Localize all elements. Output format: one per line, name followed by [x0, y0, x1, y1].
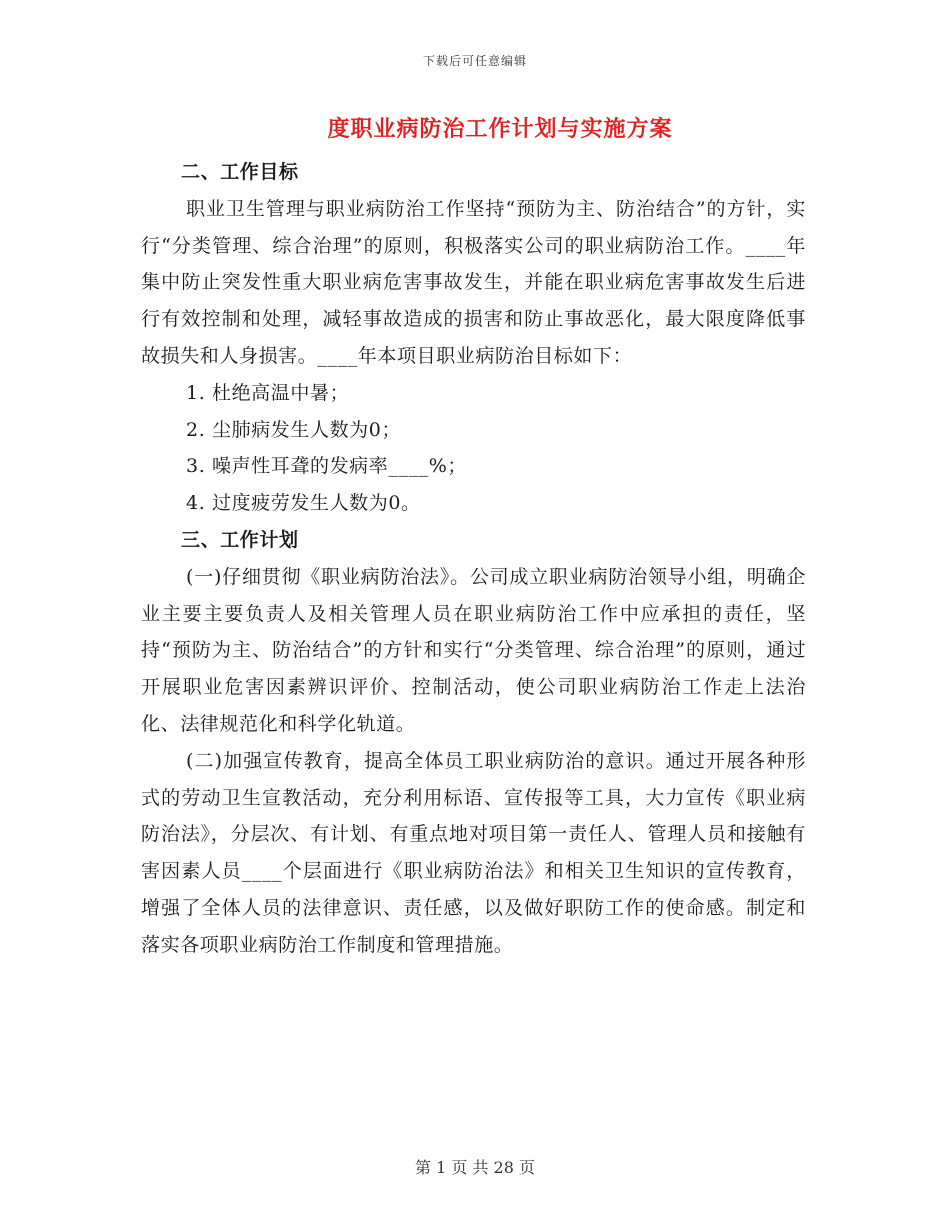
- goal-item-4: 4. 过度疲劳发生人数为0。: [186, 492, 421, 515]
- goals-paragraph: 职业卫生管理与职业病防治工作坚持“预防为主、防治结合”的方针，实行“分类管理、综合治理”的原则，积极落实公司的职业病防治工作。____年集中防止突发性重大职业病危害事故发生，并能在职业病危害事故发生后进行有效控制和处理，减轻事故造成的损害和防止事故恶化，最大限度降低事故损失和人身损害。____年本项目职业病防治目标如下：: [141, 197, 806, 367]
- goal-item-2: 2. 尘肺病发生人数为0；: [186, 418, 402, 441]
- plan-paragraph-2: (二)加强宣传教育，提高全体员工职业病防治的意识。通过开展各种形式的劳动卫生宣教活动，充分利用标语、宣传报等工具，大力宣传《职业病防治法》，分层次、有计划、有重点地对项目第一责任人、管理人员和接触有害因素人员____个层面进行《职业病防治法》和相关卫生知识的宣传教育，增强了全体人员的法律意识、责任感，以及做好职防工作的使命感。制定和落实各项职业病防治工作制度和管理措施。: [141, 749, 806, 956]
- section-heading-goals: 二、工作目标: [181, 161, 299, 183]
- page-header: 下载后可任意编辑: [422, 54, 527, 68]
- section-heading-plan: 三、工作计划: [181, 528, 299, 551]
- plan-paragraph-1: (一)仔细贯彻《职业病防治法》。公司成立职业病防治领导小组，明确企业主要主要负责人及相关管理人员在职业病防治工作中应承担的责任，坚持“预防为主、防治结合”的方针和实行“分类管理、综合治理”的原则，通过开展职业危害因素辨识评价、控制活动，使公司职业病防治工作走上法治化、法律规范化和科学化轨道。: [141, 565, 806, 735]
- document-body: [141, 154, 806, 964]
- document-title: 度职业病防治工作计划与实施方案: [327, 116, 673, 142]
- goal-item-3: 3. 噪声性耳聋的发病率____%；: [186, 455, 468, 478]
- goal-item-1: 1. 杜绝高温中暑；: [186, 381, 350, 404]
- page-number: 第 1 页 共 28 页: [415, 1158, 535, 1177]
